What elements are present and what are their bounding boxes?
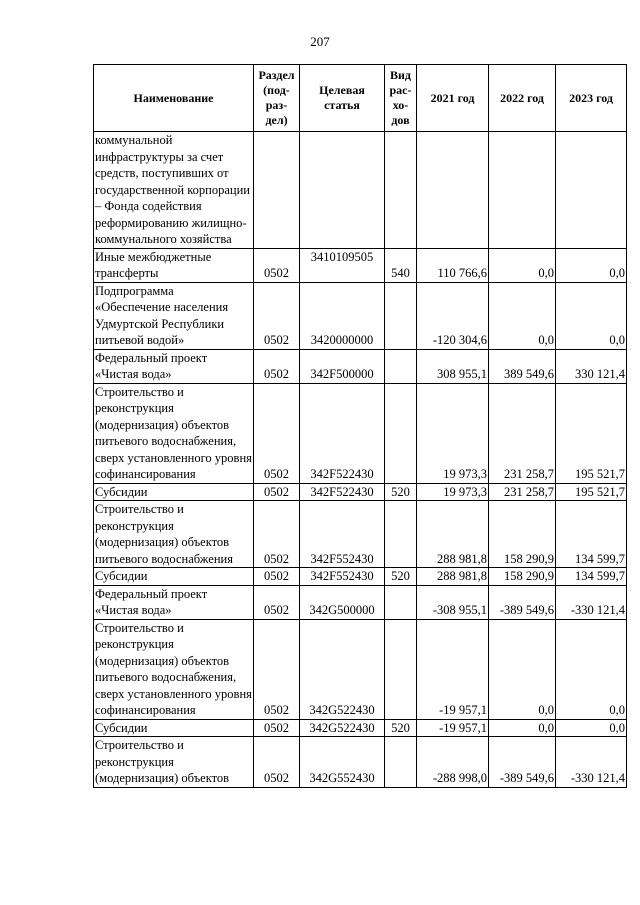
row-2022: 389 549,6 xyxy=(489,349,556,383)
table-row xyxy=(94,132,627,249)
row-2023: -330 121,4 xyxy=(556,737,627,788)
row-target: 342F522430 xyxy=(300,383,385,483)
row-target: 3420000000 xyxy=(300,282,385,349)
row-2023: 0,0 xyxy=(556,282,627,349)
row-name: Подпрограмма «Обеспечение населения Удмуртской Республики питьевой водой» xyxy=(94,282,254,349)
table-header-row xyxy=(94,65,627,132)
row-2023 xyxy=(556,132,627,249)
row-name: Строительство и реконструкция (модернизация) объектов питьевого водоснабжения, сверх установленного уровня софинансирования xyxy=(95,384,252,481)
budget-table xyxy=(93,64,627,788)
row-section: 0502 xyxy=(254,383,300,483)
row-section: 0502 xyxy=(254,737,300,788)
table-row xyxy=(94,568,627,586)
row-2023: 0,0 xyxy=(556,248,627,282)
row-2022: 231 258,7 xyxy=(489,483,556,501)
row-2023: 134 599,7 xyxy=(556,568,627,586)
row-kind: 540 xyxy=(385,248,417,282)
row-2021: -308 955,1 xyxy=(417,585,489,619)
row-2022: 0,0 xyxy=(489,619,556,719)
row-section: 0502 xyxy=(254,585,300,619)
table-row xyxy=(94,719,627,737)
header-2022: 2022 год xyxy=(489,65,556,132)
row-section: 0502 xyxy=(254,483,300,501)
header-target: Целевая статья xyxy=(300,65,385,132)
row-section xyxy=(254,132,300,249)
row-section: 0502 xyxy=(254,568,300,586)
header-section: Раздел (под-раз-дел) xyxy=(254,65,300,132)
row-name: Иные межбюджетные трансферты xyxy=(94,248,254,282)
table-row xyxy=(94,483,627,501)
row-name: Федеральный проект «Чистая вода» xyxy=(94,585,254,619)
row-kind: 520 xyxy=(385,568,417,586)
row-kind xyxy=(385,585,417,619)
row-section: 0502 xyxy=(254,719,300,737)
row-2023: 0,0 xyxy=(556,719,627,737)
row-2022: 158 290,9 xyxy=(489,501,556,568)
row-2021: 19 973,3 xyxy=(417,483,489,501)
row-2023: 195 521,7 xyxy=(556,383,627,483)
row-name: Субсидии xyxy=(94,483,254,501)
table-row xyxy=(94,619,627,719)
row-name: коммунальной инфраструктуры за счет средств, поступивших от государственной корпорации – Фонда содействия реформированию жилищно-коммунального хозяйства xyxy=(94,132,254,249)
table-row xyxy=(94,282,627,349)
row-target: 342F500000 xyxy=(300,349,385,383)
row-name: Строительство и реконструкция (модернизация) объектов xyxy=(94,737,254,788)
row-2022: 0,0 xyxy=(489,719,556,737)
row-kind xyxy=(385,132,417,249)
row-2021 xyxy=(417,132,489,249)
row-2021: 308 955,1 xyxy=(417,349,489,383)
row-2022: 231 258,7 xyxy=(489,383,556,483)
table-row xyxy=(94,737,627,788)
table-row xyxy=(94,248,627,282)
row-2022: -389 549,6 xyxy=(489,585,556,619)
row-kind xyxy=(385,282,417,349)
row-target: 3410109505 xyxy=(300,248,385,282)
row-2022: 0,0 xyxy=(489,248,556,282)
row-2021: -120 304,6 xyxy=(417,282,489,349)
page-number: 207 xyxy=(310,34,330,49)
row-section: 0502 xyxy=(254,248,300,282)
row-name: Субсидии xyxy=(94,568,254,586)
table-row xyxy=(94,585,627,619)
row-section: 0502 xyxy=(254,349,300,383)
row-target: 342G522430 xyxy=(300,619,385,719)
row-name: Строительство и реконструкция (модернизация) объектов питьевого водоснабжения, сверх установленного уровня софинансирования xyxy=(95,620,252,717)
row-name: Субсидии xyxy=(94,719,254,737)
table-row xyxy=(94,349,627,383)
row-target: 342F552430 xyxy=(300,568,385,586)
row-target: 342F552430 xyxy=(300,501,385,568)
row-kind: 520 xyxy=(385,483,417,501)
row-2022: 158 290,9 xyxy=(489,568,556,586)
header-2021: 2021 год xyxy=(417,65,489,132)
row-2021: 288 981,8 xyxy=(417,501,489,568)
row-2022: -389 549,6 xyxy=(489,737,556,788)
row-section: 0502 xyxy=(254,282,300,349)
row-2021: -19 957,1 xyxy=(417,719,489,737)
row-kind xyxy=(385,349,417,383)
row-2023: -330 121,4 xyxy=(556,585,627,619)
header-kind: Вид рас-хо-дов xyxy=(385,65,417,132)
row-kind xyxy=(385,619,417,719)
row-section: 0502 xyxy=(254,501,300,568)
row-2023: 134 599,7 xyxy=(556,501,627,568)
row-2023: 330 121,4 xyxy=(556,349,627,383)
row-2022 xyxy=(489,132,556,249)
table-row xyxy=(94,501,627,568)
row-target: 342F522430 xyxy=(300,483,385,501)
row-kind xyxy=(385,501,417,568)
row-2021: 19 973,3 xyxy=(417,383,489,483)
row-name: Федеральный проект «Чистая вода» xyxy=(94,349,254,383)
row-2021: 288 981,8 xyxy=(417,568,489,586)
row-2023: 195 521,7 xyxy=(556,483,627,501)
row-target: 342G552430 xyxy=(300,737,385,788)
row-target xyxy=(300,132,385,249)
row-kind xyxy=(385,383,417,483)
row-2021: -19 957,1 xyxy=(417,619,489,719)
row-2021: -288 998,0 xyxy=(417,737,489,788)
row-target: 342G522430 xyxy=(300,719,385,737)
row-2021: 110 766,6 xyxy=(417,248,489,282)
row-kind xyxy=(385,737,417,788)
row-section: 0502 xyxy=(254,619,300,719)
row-name: Строительство и реконструкция (модернизация) объектов питьевого водоснабжения xyxy=(94,501,254,568)
row-kind: 520 xyxy=(385,719,417,737)
header-name: Наименование xyxy=(94,65,254,132)
header-2023: 2023 год xyxy=(556,65,627,132)
row-2023: 0,0 xyxy=(556,619,627,719)
table-row xyxy=(94,383,627,483)
row-2022: 0,0 xyxy=(489,282,556,349)
row-target: 342G500000 xyxy=(300,585,385,619)
